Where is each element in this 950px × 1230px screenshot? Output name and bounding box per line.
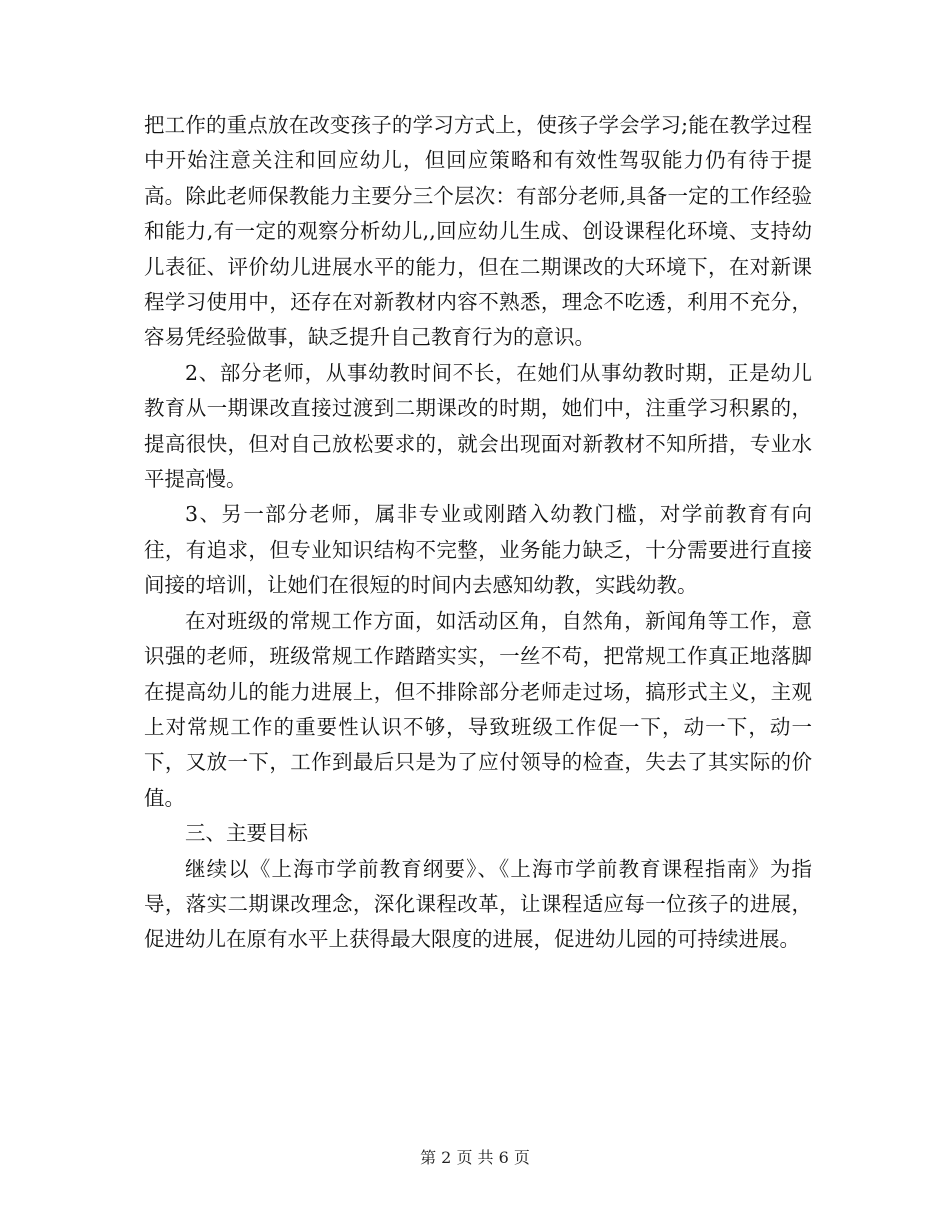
page-number-footer: 第 2 页 共 6 页	[420, 1148, 530, 1167]
paragraph-item-2: 2、部分老师，从事幼教时间不长，在她们从事幼教时期，正是幼儿教育从一期课改直接过渡到二期课改的时期，她们中，注重学习积累的，提高很快，但对自己放松要求的，就会出现面对新教材不知所措，专业水平提高慢。	[144, 360, 812, 492]
paragraph-continuation: 把工作的重点放在改变孩子的学习方式上，使孩子学会学习;能在教学过程中开始注意关注和回应幼儿，但回应策略和有效性驾驭能力仍有待于提高。除此老师保教能力主要分三个层次：有部分老师,具备一定的工作经验和能力,有一定的观察分析幼儿,,回应幼儿生成、创设课程化环境、支持幼儿表征、评价幼儿进展水平的能力，但在二期课改的大环境下，在对新课程学习使用中，还存在对新教材内容不熟悉，理念不吃透，利用不充分，容易凭经验做事，缺乏提升自己教育行为的意识。	[144, 113, 812, 350]
paragraph-routine-work: 在对班级的常规工作方面，如活动区角，自然角，新闻角等工作，意识强的老师，班级常规工作踏踏实实，一丝不苟，把常规工作真正地落脚在提高幼儿的能力进展上，但不排除部分老师走过场，搞形式主义，主观上对常规工作的重要性认识不够，导致班级工作促一下，动一下，动一下，又放一下，工作到最后只是为了应付领导的检查，失去了其实际的价值。	[144, 608, 812, 810]
paragraph-item-3: 3、另一部分老师，属非专业或刚踏入幼教门槛，对学前教育有向往，有追求，但专业知识结构不完整，业务能力缺乏，十分需要进行直接间接的培训，让她们在很短的时间内去感知幼教，实践幼教。	[144, 502, 812, 598]
document-body	[144, 108, 812, 958]
section-heading-main-goals: 三、主要目标	[185, 821, 308, 846]
paragraph-goals: 继续以《上海市学前教育纲要》、《上海市学前教育课程指南》为指导，落实二期课改理念，深化课程改革，让课程适应每一位孩子的进展，促进幼儿在原有水平上获得最大限度的进展，促进幼儿园的可持续进展。	[144, 856, 812, 952]
